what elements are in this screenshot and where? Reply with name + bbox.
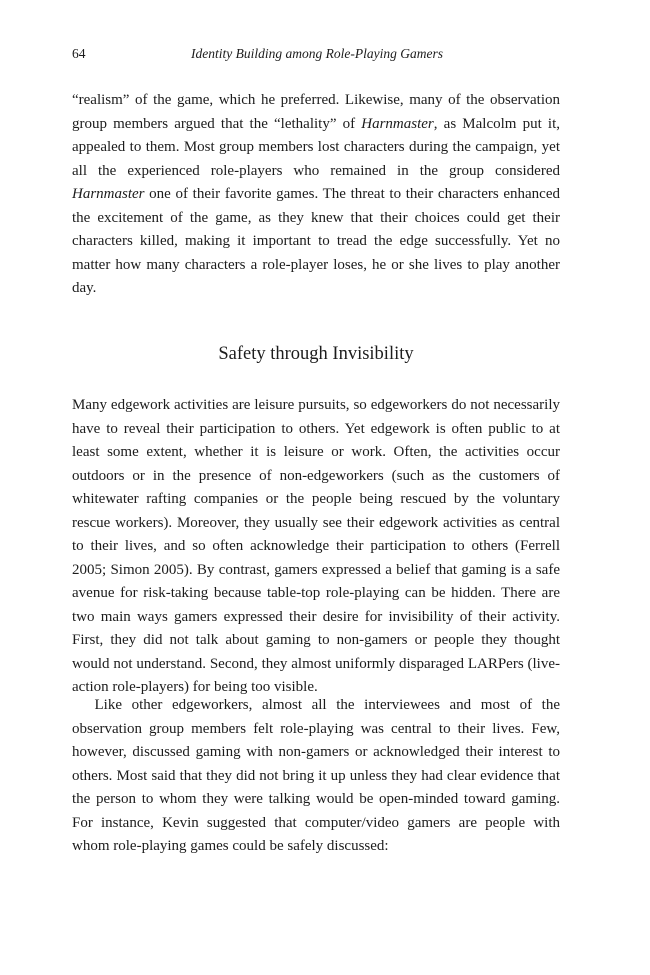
paragraph-text: Many edgework activities are leisure pursuits, so edgeworkers do not necessarily have to reveal their participation to others. Yet edgework is often public to at least some extent, whether it is leisure or work. Often, the activities occur outdoors or in the presence of non-edgeworkers (such as the customers of whitewater rafting companies or the people being rescued by the voluntary rescue workers). Moreover, they usually see their edgework activities as central to their lives, and so often acknowledge their participation to others (Ferrell 2005; Simon 2005). By contrast, gamers expressed a belief that gaming is a safe avenue for risk-taking because table-top role-playing can be hidden. There are two main ways gamers expressed their desire for invisibility of their activity. First, they did not talk about gaming to non-gamers or people they thought would not understand. Second, they almost uniformly disparaged LARPers (live-action role-players) for being too visible. <box>72 397 560 695</box>
section-heading: Safety through Invisibility <box>218 344 414 364</box>
running-head <box>72 46 562 66</box>
paragraph-edgeworkers <box>72 694 560 859</box>
text-segment: one of their favorite games. The threat to their characters enhanced the excitement of the game, as they knew that their choices could get their characters killed, making it important to tread the edge successfully. Yet no matter how many characters a role-player loses, he or she lives to play another day. <box>72 186 560 296</box>
text-segment: , as Malcolm put it, appealed to them. Most group members lost characters during the campaign, yet all the experienced role-players who remained in the group considered <box>72 115 560 179</box>
page-number: 64 <box>72 46 86 61</box>
text-segment: “realism” of the game, which he preferred. Likewise, many of the observation group members argued that the “lethality” of <box>72 92 560 132</box>
paragraph-realism <box>72 89 560 301</box>
running-title: Identity Building among Role-Playing Gamers <box>191 46 443 61</box>
paragraph-text <box>72 89 560 301</box>
game-title: Harnmaster <box>361 115 434 132</box>
game-title: Harnmaster <box>72 186 145 202</box>
paragraph-edgework <box>72 394 560 700</box>
paragraph-text: Like other edgeworkers, almost all the interviewees and most of the observation group members felt role-playing was central to their lives. Few, however, discussed gaming with non-gamers or acknowledged their interest to others. Most said that they did not bring it up unless they had clear evidence that the person to whom they were talking would be open-minded toward gaming. For instance, Kevin suggested that computer/video gamers are people with whom role-playing games could be safely discussed: <box>72 697 560 854</box>
